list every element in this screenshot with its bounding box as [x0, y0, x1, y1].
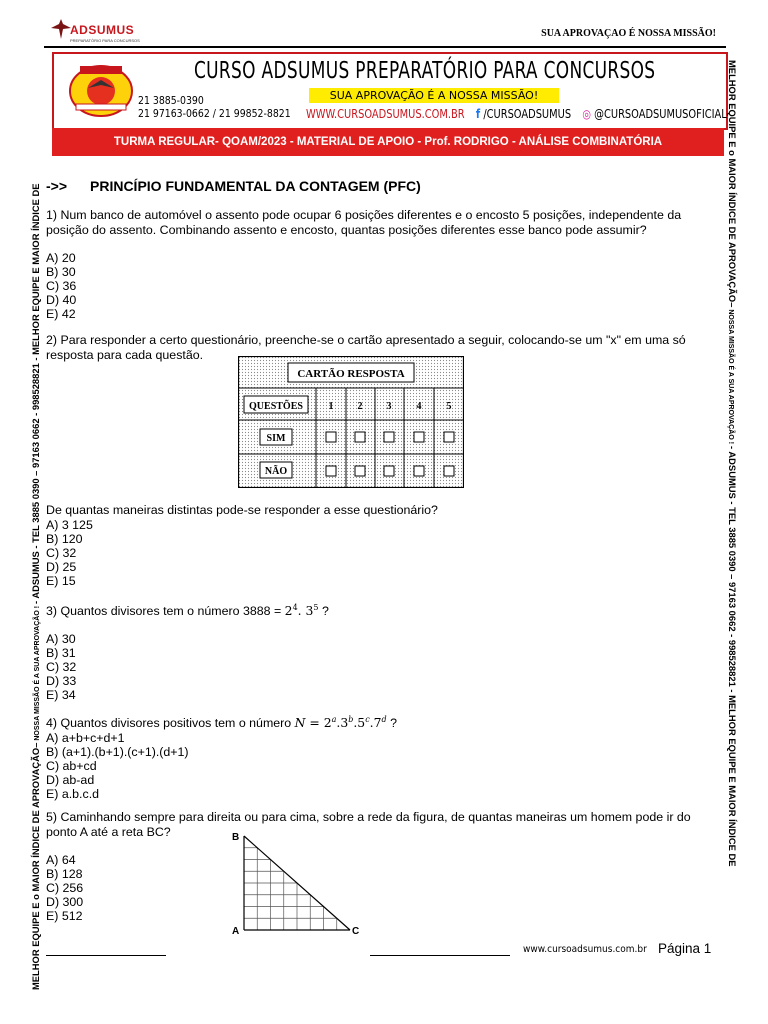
- option: C) 36: [46, 279, 77, 293]
- formula-exponent: b: [348, 715, 354, 724]
- brand-name: ADSUMUS: [70, 23, 135, 37]
- phone-numbers: [138, 94, 291, 120]
- option: D) 25: [46, 560, 77, 574]
- side-text-right: [727, 60, 738, 867]
- option: A) 30: [46, 632, 76, 647]
- option: B) 31: [46, 646, 76, 661]
- option: E) 15: [46, 574, 76, 588]
- side-right-main: MELHOR EQUIPE E o MAIOR ÍNDICE DE APROVAÇÃO–: [727, 60, 738, 308]
- phone-2: 21 97163-0662 / 21 99852-8821: [138, 107, 291, 120]
- option: D) 40: [46, 293, 77, 307]
- question-1-text: 1) Num banco de automóvel o assento pode ocupar 6 posições diferentes e o encosto 5 posições, independente da posição do assento. Combinando assento e encosto, quantas posições diferentes esse banco pode assumir?: [46, 208, 682, 237]
- card-number: 3: [386, 401, 392, 412]
- question-4-formula: $N = 2^a.3^b.5^c.7^d$: [294, 715, 387, 731]
- question-4-prompt: 4) Quantos divisores positivos tem o número: [46, 716, 292, 731]
- formula-exponent: d: [381, 715, 387, 724]
- brand-subtitle: PREPARATÓRIO PARA CONCURSOS: [70, 38, 140, 43]
- formula-exponent: a: [331, 715, 337, 724]
- formula-end: ?: [318, 604, 329, 619]
- card-title: CARTÃO RESPOSTA: [297, 368, 405, 380]
- formula-exponent: 5: [313, 603, 319, 612]
- point-a-label: A: [232, 926, 240, 937]
- side-right-small: NOSSA MISSÃO É A SUA APROVAÇÃO !: [727, 307, 734, 447]
- instagram-icon: ◎: [582, 107, 592, 121]
- card-number: 2: [357, 401, 363, 412]
- top-slogan: SUA APROVAÇAO É NOSSA MISSÃO!: [541, 28, 716, 39]
- header-rule: [44, 46, 726, 48]
- formula-exponent: c: [365, 715, 370, 724]
- card-number: 1: [328, 401, 334, 412]
- formula-base: 2: [284, 603, 293, 619]
- footer-rule-right: [370, 955, 510, 956]
- banner-subtitle: SUA APROVAÇÃO É A NOSSA MISSÃO!: [309, 88, 559, 103]
- question-5-options: [46, 853, 206, 923]
- side-left-rest: - ADSUMUS - TEL 3885 0390 – 97163 0662 - 998528821 - MELHOR EQUIPE E MAIOR ÍNDICE DE: [30, 183, 41, 604]
- option: E) 34: [46, 688, 76, 703]
- option: A) 64: [46, 853, 76, 867]
- option: C) ab+cd: [46, 759, 97, 774]
- option: A) 3 125: [46, 518, 93, 532]
- question-1-options: [46, 251, 722, 321]
- option: D) 33: [46, 674, 77, 689]
- adsumus-emblem-icon: [68, 60, 134, 118]
- eagle-icon: [50, 18, 72, 40]
- phone-1: 21 3885-0390: [138, 94, 204, 107]
- answer-card-figure: [238, 356, 464, 488]
- banner: [52, 52, 728, 130]
- option: E) a.b.c.d: [46, 787, 100, 802]
- brand-logo: [50, 14, 142, 48]
- website-link[interactable]: WWW.CURSOADSUMUS.COM.BR: [306, 107, 465, 121]
- option: E) 512: [46, 909, 83, 923]
- option: A) 20: [46, 251, 76, 265]
- option: B) 120: [46, 532, 83, 546]
- facebook-icon: f: [475, 107, 481, 121]
- side-left-small: NOSSA MISSÃO É A SUA APROVAÇÃO !: [34, 603, 41, 743]
- side-text-left: [30, 184, 41, 991]
- facebook-handle[interactable]: /CURSOADSUMUS: [483, 107, 572, 121]
- option: B) (a+1).(b+1).(c+1).(d+1): [46, 745, 189, 760]
- point-c-label: C: [352, 926, 360, 937]
- question-2-question: De quantas maneiras distintas pode-se responder a esse questionário?: [46, 503, 438, 517]
- question-4: [46, 712, 722, 801]
- question-3-formula: [285, 603, 319, 618]
- card-number: 5: [446, 401, 452, 412]
- side-right-rest: - ADSUMUS - TEL 3885 0390 – 97163 0662 - 998528821 - MELHOR EQUIPE E MAIOR ÍNDICE DE: [727, 446, 738, 867]
- side-left-main: MELHOR EQUIPE E o MAIOR ÍNDICE DE APROVAÇÃO–: [30, 742, 41, 990]
- banner-title: CURSO ADSUMUS PREPARATÓRIO PARA CONCURSOS: [194, 58, 656, 84]
- contact-links: [306, 107, 727, 121]
- option: E) 42: [46, 307, 76, 321]
- point-b-label: B: [232, 832, 240, 843]
- question-5-text: 5) Caminhando sempre para direita ou para cima, sobre a rede da figura, de quantas maneiras um homem pode ir do ponto A até a reta BC?: [46, 810, 691, 839]
- footer-rule-left: [46, 955, 166, 956]
- question-4-text: [46, 712, 722, 731]
- option: C) 32: [46, 546, 77, 560]
- option: C) 256: [46, 881, 84, 895]
- question-1: [46, 208, 722, 321]
- question-2-block: [46, 503, 722, 588]
- formula-base: . 3: [297, 603, 314, 619]
- formula-exponent: 4: [292, 603, 298, 612]
- option: D) ab-ad: [46, 773, 95, 788]
- question-3-text: [46, 600, 722, 619]
- option: D) 300: [46, 895, 84, 909]
- question-2-options: [46, 518, 722, 588]
- question-3-prompt: 3) Quantos divisores tem o número 3888 =: [46, 604, 282, 619]
- option: C) 32: [46, 660, 77, 675]
- section-heading: [46, 178, 421, 194]
- question-3: [46, 600, 722, 702]
- section-title: PRINCÍPIO FUNDAMENTAL DA CONTAGEM (PFC): [90, 178, 421, 194]
- card-no-label: NÃO: [264, 466, 288, 477]
- card-yes-label: SIM: [266, 433, 286, 444]
- option: B) 30: [46, 265, 76, 279]
- question-4-options: [46, 731, 722, 801]
- class-info-bar: TURMA REGULAR- QOAM/2023 - MATERIAL DE APOIO - Prof. RODRIGO - ANÁLISE COMBINATÓRIA: [52, 128, 724, 156]
- formula-end: ?: [386, 716, 397, 731]
- card-number: 4: [416, 401, 422, 412]
- card-questions-label: QUESTÕES: [249, 401, 303, 412]
- question-3-options: [46, 632, 722, 702]
- instagram-handle[interactable]: @CURSOADSUMUSOFICIAL: [594, 107, 727, 121]
- grid-network-figure: [230, 828, 366, 940]
- section-arrow: ->>: [46, 178, 68, 194]
- formula-variable: N: [294, 715, 306, 731]
- page-number: Página 1: [658, 941, 712, 956]
- option: A) a+b+c+d+1: [46, 731, 125, 746]
- question-2-text: 2) Para responder a certo questionário, preenche-se o cartão apresentado a seguir, colocando-se um "x" em uma só resposta para cada questão.: [46, 333, 686, 362]
- formula-base: = 2: [305, 715, 332, 731]
- footer-website[interactable]: www.cursoadsumus.com.br: [523, 944, 647, 955]
- option: B) 128: [46, 867, 83, 881]
